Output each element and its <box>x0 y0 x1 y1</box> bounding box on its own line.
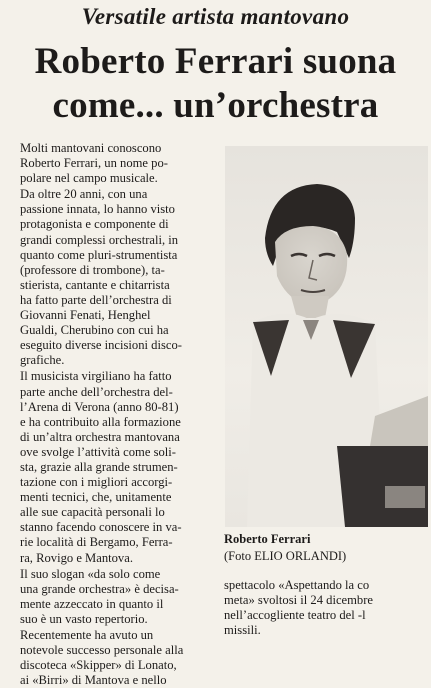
article-line: rie località di Bergamo, Ferra- <box>20 535 173 550</box>
article-body <box>6 141 216 688</box>
article-paragraph <box>6 628 216 688</box>
article-line: mente azzeccato in quanto il <box>20 596 164 611</box>
article-line: missili. <box>224 623 261 638</box>
article-line: spettacolo «Aspettando la co <box>224 578 370 592</box>
article-paragraph <box>6 187 216 368</box>
article-line: sta, grazie alla grande strumen- <box>20 459 178 474</box>
article-line: grafiche. <box>20 353 65 368</box>
caption-name: Roberto Ferrari <box>224 532 311 546</box>
article-line: stanno facendo conoscere in va- <box>20 520 182 535</box>
article-line: Recentemente ha avuto un <box>20 628 154 642</box>
article-line: (professore di trombone), ta- <box>20 262 165 277</box>
article-line: suo è un vasto repertorio. <box>20 611 148 626</box>
article-line: Il suo slogan «da solo come <box>20 566 161 581</box>
article-line: tazione con i migliori accorgi- <box>20 475 173 490</box>
article-line: passione innata, lo hanno visto <box>20 202 175 217</box>
article-line: protagonista e componente di <box>20 217 169 232</box>
article-line: nell’accogliente teatro del -l <box>224 608 366 623</box>
portrait-illustration <box>225 146 428 527</box>
article-line: una grande orchestra» è decisa- <box>20 581 179 596</box>
article-line: ha fatto parte dell’orchestra di <box>20 292 172 307</box>
headline-line-2: come... un’orchestra <box>52 85 379 126</box>
article-line: notevole successo personale alla <box>20 643 184 658</box>
article-line: grandi complessi orchestrali, in <box>20 232 179 247</box>
article-paragraph <box>224 578 424 638</box>
article-line: Molti mantovani conoscono <box>20 141 162 155</box>
article-line: quanto come pluri-strumentista <box>20 247 178 262</box>
article-line: polare nel campo musicale. <box>20 171 158 186</box>
article-line: Il musicista virgiliano ha fatto <box>20 369 172 384</box>
headline-line-1: Roberto Ferrari suona <box>34 41 397 82</box>
article-line: meta» svoltosi il 24 dicembre <box>224 593 373 608</box>
kicker: Versatile artista mantovano <box>81 4 350 29</box>
article-line: Giovanni Fenati, Henghel <box>20 308 151 323</box>
caption-credit: (Foto ELIO ORLANDI) <box>224 549 347 563</box>
article-line: ai «Birri» di Mantova e nello <box>20 673 167 688</box>
article-line: discoteca «Skipper» di Lonato, <box>20 658 177 673</box>
article-line: di un’altra orchestra mantovana <box>20 429 180 444</box>
article-paragraph <box>6 141 216 186</box>
article-line: Gualdi, Cherubino con cui ha <box>20 323 169 338</box>
article-paragraph <box>6 369 216 565</box>
article-line: alle sue capacità personali lo <box>20 505 165 520</box>
article-line: parte anche dell’orchestra del- <box>20 384 173 399</box>
photo-caption <box>224 531 429 565</box>
article-line: ove svolge l’attività come soli- <box>20 444 176 459</box>
article-line: l’Arena di Verona (anno 80-81) <box>20 399 179 414</box>
portrait-photo <box>225 146 428 527</box>
article-line: Da oltre 20 anni, con una <box>20 187 148 202</box>
article-line: stierista, cantante e chitarrista <box>20 277 170 292</box>
article-line: Roberto Ferrari, un nome po- <box>20 156 168 171</box>
article-line: menti tecnici, che, unitamente <box>20 490 172 505</box>
article-line: eseguito diverse incisioni disco- <box>20 338 182 353</box>
article-line: e ha contribuito alla formazione <box>20 414 181 429</box>
article-paragraph <box>6 567 216 627</box>
article-continuation <box>224 578 424 638</box>
article-line: ra, Rovigo e Mantova. <box>20 550 133 565</box>
